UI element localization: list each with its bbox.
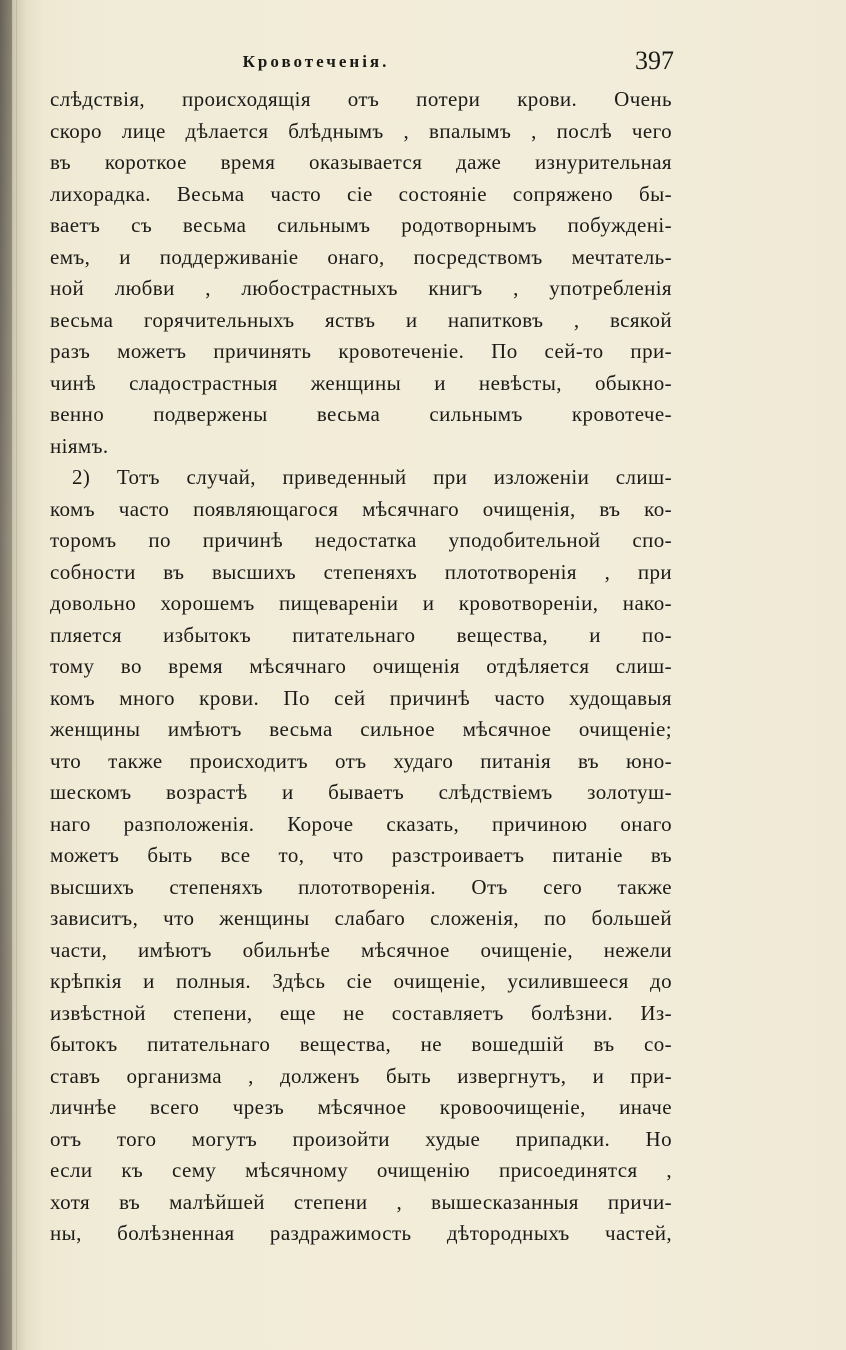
text-line: пляется избытокъ питательнаго вещества, и по- [50, 622, 672, 647]
text-line: комъ много крови. По сей причинѣ часто худощавыя [50, 685, 672, 710]
text-line: тому во время мѣсячнаго очищенія отдѣляется слиш- [50, 654, 672, 678]
text-line: чинѣ сладострастныя женщины и невѣсты, обыкно- [50, 370, 672, 395]
text-line: если къ сему мѣсячному очищенію присоединятся , [50, 1158, 672, 1182]
paragraph-end-line: ніямъ. [50, 433, 109, 458]
page-number: 397 [635, 46, 674, 75]
text-line: довольно хорошемъ пищевареніи и кровотвореніи, нако- [50, 591, 672, 615]
text-line: шескомъ возрастѣ и бываетъ слѣдствіемъ золотуш- [50, 780, 672, 804]
binding-edge-line [16, 0, 17, 1350]
text-line: бытокъ питательнаго вещества, не вошедшій въ со- [50, 1032, 672, 1056]
text-line: высшихъ степеняхъ плототворенія. Отъ сего также [50, 874, 672, 899]
binding-shadow [0, 0, 12, 1350]
text-line: комъ часто появляющагося мѣсячнаго очищенія, въ ко- [50, 496, 672, 521]
text-line: скоро лице дѣлается блѣднымъ , впалымъ , послѣ чего [50, 118, 672, 143]
text-line: отъ того могутъ произойти худые припадки. Но [50, 1126, 672, 1151]
text-line: слѣдствія, происходящія отъ потери крови. Очень [50, 87, 672, 111]
text-line: лихорадка. Весьма часто сіе состояніе сопряжено бы- [50, 181, 672, 206]
text-line: женщины имѣютъ весьма сильное мѣсячное очищеніе; [50, 717, 672, 741]
text-line: извѣстной степени, еще не составляетъ болѣзни. Из- [50, 1000, 672, 1025]
text-line: хотя въ малѣйшей степени , вышесказанныя причи- [50, 1189, 672, 1214]
text-line: ной любви , любострастныхъ книгъ , употребленія [50, 276, 672, 300]
text-line: въ короткое время оказывается даже изнурительная [50, 150, 672, 174]
text-line: ставъ организма , долженъ быть извергнутъ, и при- [50, 1063, 672, 1088]
text-line: разъ можетъ причинять кровотеченіе. По сей-то при- [50, 339, 672, 363]
text-line: наго разположенія. Короче сказать, причиною онаго [50, 811, 672, 836]
text-line: венно подвержены весьма сильнымъ кровотече- [50, 402, 672, 426]
text-line: что также происходитъ отъ худаго питанія въ юно- [50, 748, 672, 773]
text-line: зависитъ, что женщины слабаго сложенія, по большей [50, 906, 672, 930]
paragraph-start-line: 2) Тотъ случай, приведенный при изложеніи слиш- [72, 465, 672, 489]
text-line: собности въ высшихъ степеняхъ плототворенія , при [50, 559, 672, 584]
text-line: ны, болѣзненная раздражимость дѣтородныхъ частей, [50, 1221, 672, 1245]
text-line: весьма горячительныхъ яствъ и напитковъ , всякой [50, 307, 672, 332]
text-line: емъ, и поддерживаніе онаго, посредствомъ мечтатель- [50, 244, 672, 269]
text-line: ваетъ съ весьма сильнымъ родотворнымъ побужденi- [50, 213, 672, 237]
text-line: крѣпкія и полныя. Здѣсь сіе очищеніе, усилившееся до [50, 969, 672, 993]
text-line: личнѣе всего чрезъ мѣсячное кровоочищеніе, иначе [50, 1095, 672, 1119]
running-head: Кровотеченія. [242, 52, 390, 71]
text-line: торомъ по причинѣ недостатка уподобительной спо- [50, 528, 672, 552]
body-text [50, 84, 672, 1250]
text-line: можетъ быть все то, что разстроиваетъ питаніе въ [50, 843, 672, 867]
text-line: части, имѣютъ обильнѣе мѣсячное очищеніе, нежели [50, 937, 672, 962]
